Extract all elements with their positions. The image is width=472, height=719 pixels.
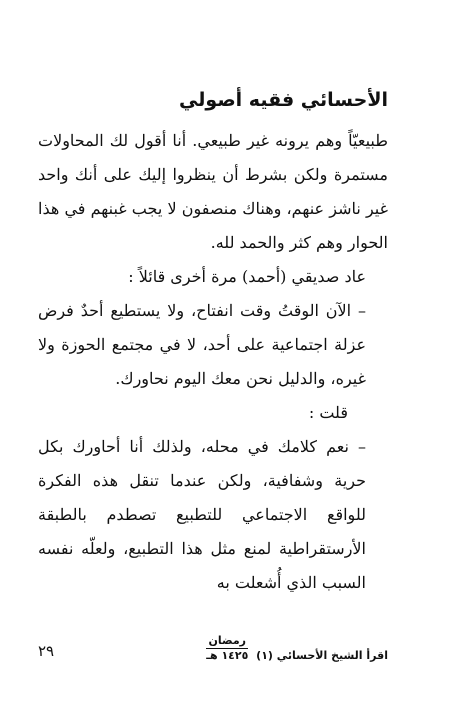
paragraph: قلت : [308,403,348,422]
body-text [38,124,388,600]
paragraph: – الآن الوقتُ وقت انفتاح، ولا يستطيع أحدٌ فرض عزلة اجتماعية على أحد، لا في مجتمع الحوزة ولا غيره، والدليل نحن معك اليوم نحاورك. [38,301,366,388]
running-head: الأحسائي فقيه أصولي [179,89,388,111]
month: رمضان [206,634,248,649]
page-footer [38,634,388,674]
page-number: ٢٩ [38,642,55,660]
date-block [206,634,248,663]
paragraph: – نعم كلامك في محله، ولذلك أنا أحاورك بكل حرية وشفافية، ولكن عندما تنقل هذه الفكرة للواقع الاجتماعي للتطبيع تصطدم بالطبقة الأرستقراطية لمنع مثل هذا التطبيع، ولعلّه نفسه السبب الذي أُشعلت به [38,437,366,592]
paragraph: طبيعيّاً وهم يرونه غير طبيعي. أنا أقول لك المحاولات مستمرة ولكن بشرط أن ينظروا إليك على أنك واحد غير ناشز عنهم، وهناك منصفون لا يجب غبنهم في هذا الحوار وهم كثر والحمد لله. [38,131,388,252]
book-title: اقرأ الشيخ الأحسائي (١) [256,649,388,662]
paragraph: عاد صديقي (أحمد) مرة أخرى قائلاً : [128,267,366,286]
year: ١٤٢٥ هـ [206,649,249,662]
footer-title [206,634,388,663]
